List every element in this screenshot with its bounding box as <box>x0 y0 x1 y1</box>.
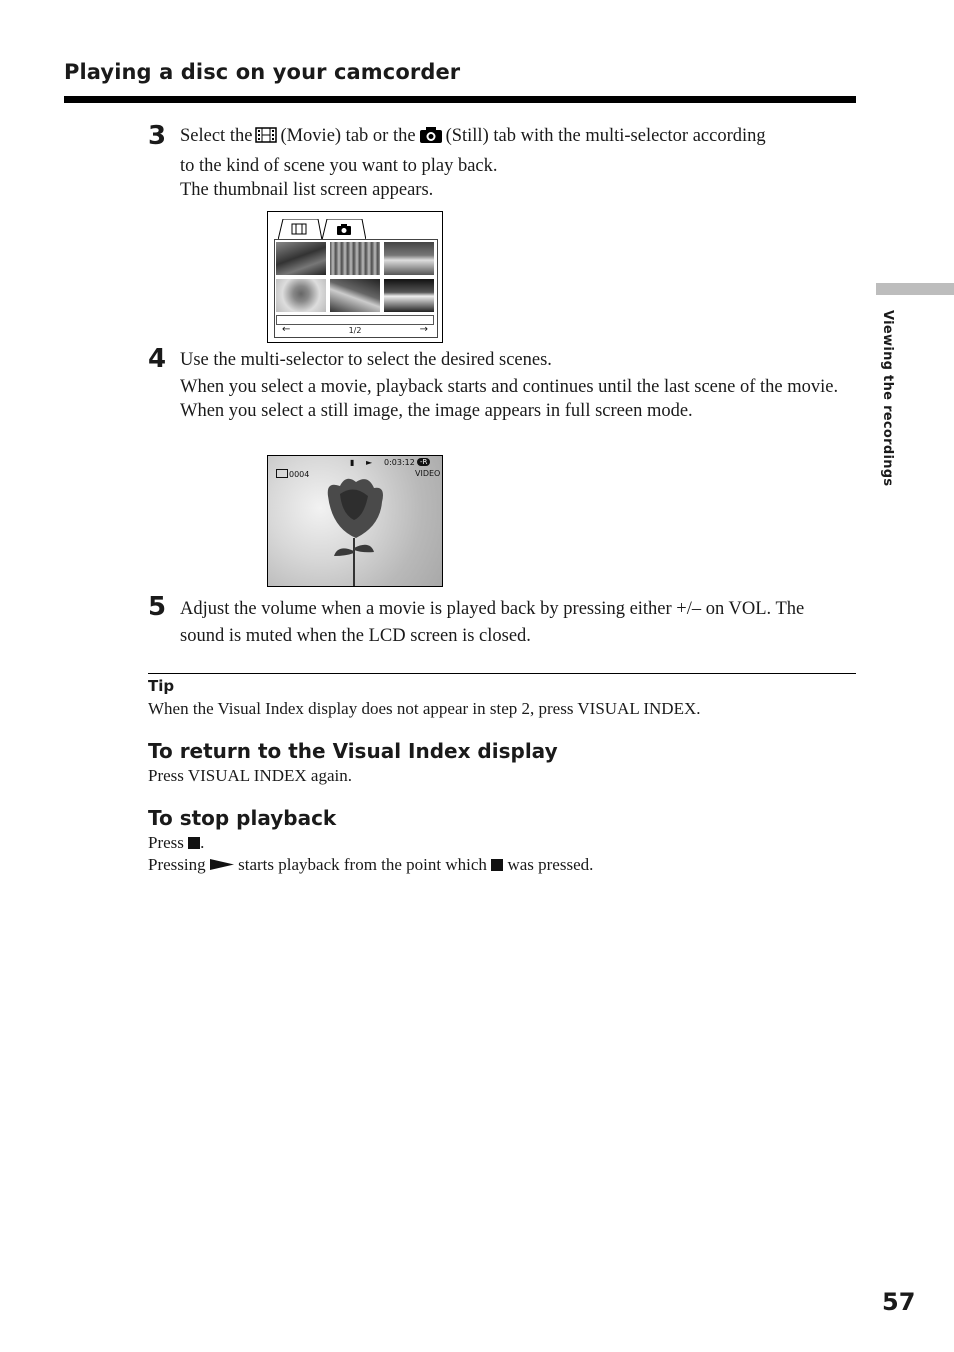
scene-counter <box>276 469 309 479</box>
step-4-para: When you select a movie, playback starts and continues until the last scene of the movie. When you select a still image, the image appears in full screen mode. <box>180 377 839 421</box>
playback-screen <box>267 455 443 587</box>
return-heading: To return to the Visual Index display <box>148 739 558 763</box>
tip-label: Tip <box>148 677 175 695</box>
side-tab-label: Viewing the recordings <box>880 310 895 487</box>
stop-pressing-line <box>148 854 593 877</box>
stop-press-text: Press <box>148 833 184 852</box>
movie-tab[interactable] <box>278 219 322 239</box>
battery-icon: ▮ <box>350 458 355 467</box>
thumbnail-1[interactable] <box>276 242 326 275</box>
step-3-line-3: The thumbnail list screen appears. <box>180 180 434 200</box>
step-3-line-1 <box>180 124 856 151</box>
page-indicator: 1/2 <box>348 326 362 335</box>
still-tab[interactable] <box>322 219 366 239</box>
play-status-icon: ► <box>366 458 373 467</box>
stop-square-icon <box>188 837 200 849</box>
step-3-line-1a: Select the <box>180 126 253 146</box>
stop-pressing-text: Pressing <box>148 855 206 874</box>
side-tab-bar <box>876 283 954 295</box>
movie-film-icon <box>255 126 277 151</box>
step-number-3: 3 <box>148 121 167 151</box>
thumbnail-3[interactable] <box>384 242 434 275</box>
stop-press-line <box>148 832 204 854</box>
disc-type-badge: -R <box>417 458 430 466</box>
stop-square-icon-2 <box>491 859 503 871</box>
next-page-arrow-icon[interactable]: → <box>419 324 428 335</box>
film-icon <box>276 469 288 478</box>
thumbnail-list-screen <box>267 211 443 343</box>
tip-text: When the Visual Index display does not appear in step 2, press VISUAL INDEX. <box>148 699 701 718</box>
step-3-line-1c: (Still) tab with the multi-selector according <box>445 126 766 146</box>
stop-pressing-mid: starts playback from the point which <box>238 855 487 874</box>
timecode: 0:03:12 <box>384 458 415 467</box>
previous-page-arrow-icon[interactable]: ← <box>282 324 291 335</box>
section-title: Playing a disc on your camcorder <box>64 60 461 84</box>
step-number-4: 4 <box>148 344 167 374</box>
thumbnail-2[interactable] <box>330 242 380 275</box>
thumbnail-4[interactable] <box>276 279 326 312</box>
step-4-text <box>180 348 856 423</box>
tip-rule <box>148 673 856 674</box>
step-5-text: Adjust the volume when a movie is played back by pressing either +/– on VOL. The sound is muted when the LCD screen is closed. <box>180 599 805 646</box>
step-4-line-1: Use the multi-selector to select the desired scenes. <box>180 350 552 370</box>
stop-press-end: . <box>200 833 205 852</box>
step-3-line-1b: (Movie) tab or the <box>280 126 416 146</box>
title-rule <box>64 96 856 103</box>
recording-mode: VIDEO <box>415 469 441 478</box>
return-text: Press VISUAL INDEX again. <box>148 766 352 785</box>
thumbnail-6[interactable] <box>384 279 434 312</box>
step-3-text <box>180 124 856 202</box>
thumbnail-5[interactable] <box>330 279 380 312</box>
step-number-5: 5 <box>148 592 167 622</box>
page-number: 57 <box>882 1288 916 1316</box>
scroll-bar[interactable] <box>276 315 434 325</box>
step-3-line-2: to the kind of scene you want to play back. <box>180 156 498 176</box>
scene-number: 0004 <box>289 470 310 479</box>
play-triangle-icon <box>210 855 234 877</box>
stop-heading: To stop playback <box>148 806 337 830</box>
still-camera-icon <box>419 126 443 151</box>
stop-pressing-end: was pressed. <box>507 855 594 874</box>
